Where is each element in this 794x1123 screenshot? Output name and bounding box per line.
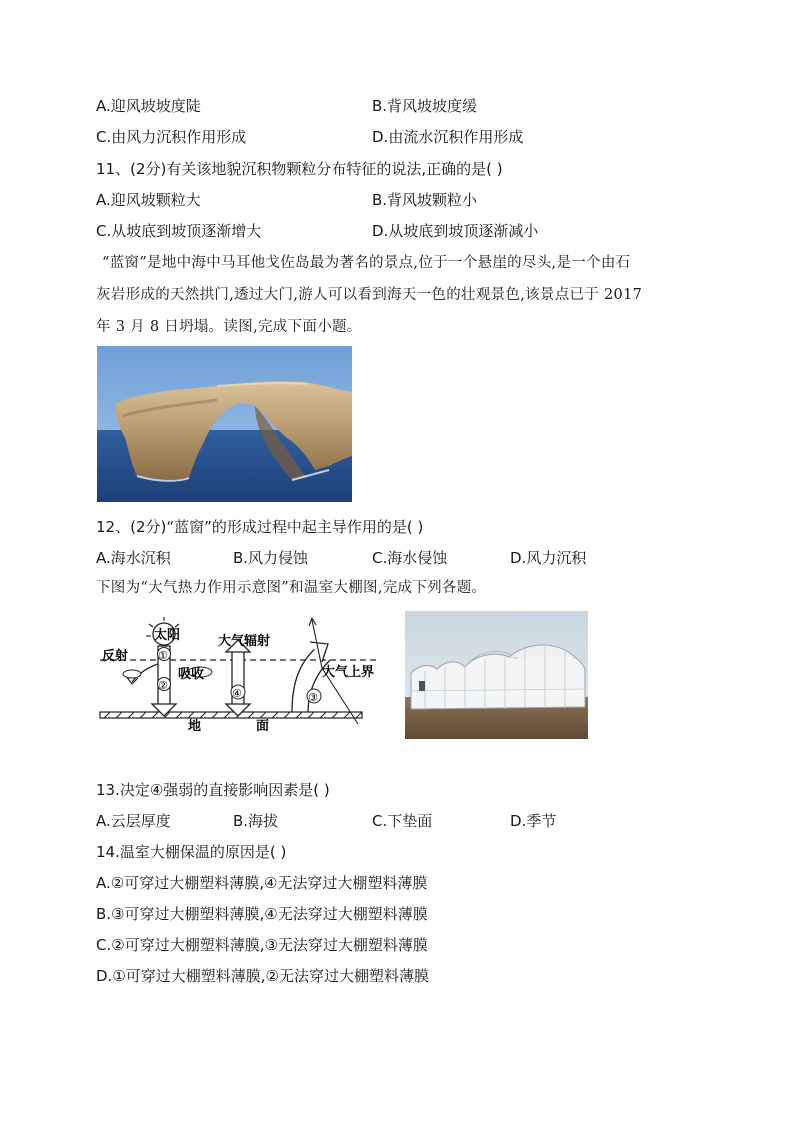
label-n1: ①	[158, 649, 168, 662]
q11-option-c[interactable]: C.从坡底到坡顶逐渐增大	[96, 222, 262, 240]
q14-option-b[interactable]: B.③可穿过大棚塑料薄膜,④无法穿过大棚塑料薄膜	[96, 905, 428, 923]
q14-option-d[interactable]: D.①可穿过大棚塑料薄膜,②无法穿过大棚塑料薄膜	[96, 967, 429, 985]
q12-option-b[interactable]: B.风力侵蚀	[233, 549, 309, 567]
q14-stem: 14.温室大棚保温的原因是( )	[96, 843, 287, 861]
q12-option-c[interactable]: C.海水侵蚀	[372, 549, 448, 567]
greenhouse-photo	[405, 611, 588, 739]
label-upper-boundary: 大气上界	[322, 665, 375, 680]
q13-option-a[interactable]: A.云层厚度	[96, 812, 171, 830]
label-n2: ②	[158, 679, 168, 692]
q10-option-a[interactable]: A.迎风坡坡度陡	[96, 97, 201, 115]
azure-intro-line3: 年 3 月 8 日坍塌。读图,完成下面小题。	[96, 319, 362, 335]
q11-option-b[interactable]: B.背风坡颗粒小	[372, 191, 478, 209]
q13-stem: 13.决定④强弱的直接影响因素是( )	[96, 781, 330, 799]
label-reflect: 反射	[102, 649, 129, 664]
label-sun: 太阳	[154, 628, 181, 643]
label-absorb: 吸收	[178, 667, 205, 682]
q10-option-b[interactable]: B.背风坡坡度缓	[372, 97, 478, 115]
q10-option-d[interactable]: D.由流水沉积作用形成	[372, 128, 524, 146]
q10-option-c[interactable]: C.由风力沉积作用形成	[96, 128, 247, 146]
label-n3: ③	[308, 691, 318, 704]
q13-option-b[interactable]: B.海拔	[233, 812, 279, 830]
q12-stem: 12、(2分)“蓝窗”的形成过程中起主导作用的是( )	[96, 518, 424, 536]
label-ground-left: 地	[188, 719, 202, 734]
q14-option-c[interactable]: C.②可穿过大棚塑料薄膜,③无法穿过大棚塑料薄膜	[96, 936, 428, 954]
q14-option-a[interactable]: A.②可穿过大棚塑料薄膜,④无法穿过大棚塑料薄膜	[96, 874, 428, 892]
label-atm-radiation: 大气辐射	[218, 634, 271, 649]
azure-window-photo	[97, 346, 352, 502]
azure-intro-line2: 灰岩形成的天然拱门,透过大门,游人可以看到海天一色的壮观景色,该景点已于 2017	[96, 287, 643, 303]
q13-option-d[interactable]: D.季节	[510, 812, 557, 830]
q12-option-a[interactable]: A.海水沉积	[96, 549, 171, 567]
label-ground-right: 面	[256, 719, 270, 734]
q13-option-c[interactable]: C.下垫面	[372, 812, 433, 830]
q11-option-a[interactable]: A.迎风坡颗粒大	[96, 191, 201, 209]
q12-option-d[interactable]: D.风力沉积	[510, 549, 587, 567]
label-n4: ④	[232, 687, 242, 700]
azure-intro-line1: “蓝窗”是地中海中马耳他戈佐岛最为著名的景点,位于一个悬崖的尽头,是一个由石	[102, 255, 631, 271]
atm-intro: 下图为“大气热力作用示意图”和温室大棚图,完成下列各题。	[96, 580, 487, 596]
q11-stem: 11、(2分)有关该地貌沉积物颗粒分布特征的说法,正确的是( )	[96, 160, 503, 178]
atmosphere-heating-diagram	[96, 612, 386, 740]
q11-option-d[interactable]: D.从坡底到坡顶逐渐减小	[372, 222, 539, 240]
